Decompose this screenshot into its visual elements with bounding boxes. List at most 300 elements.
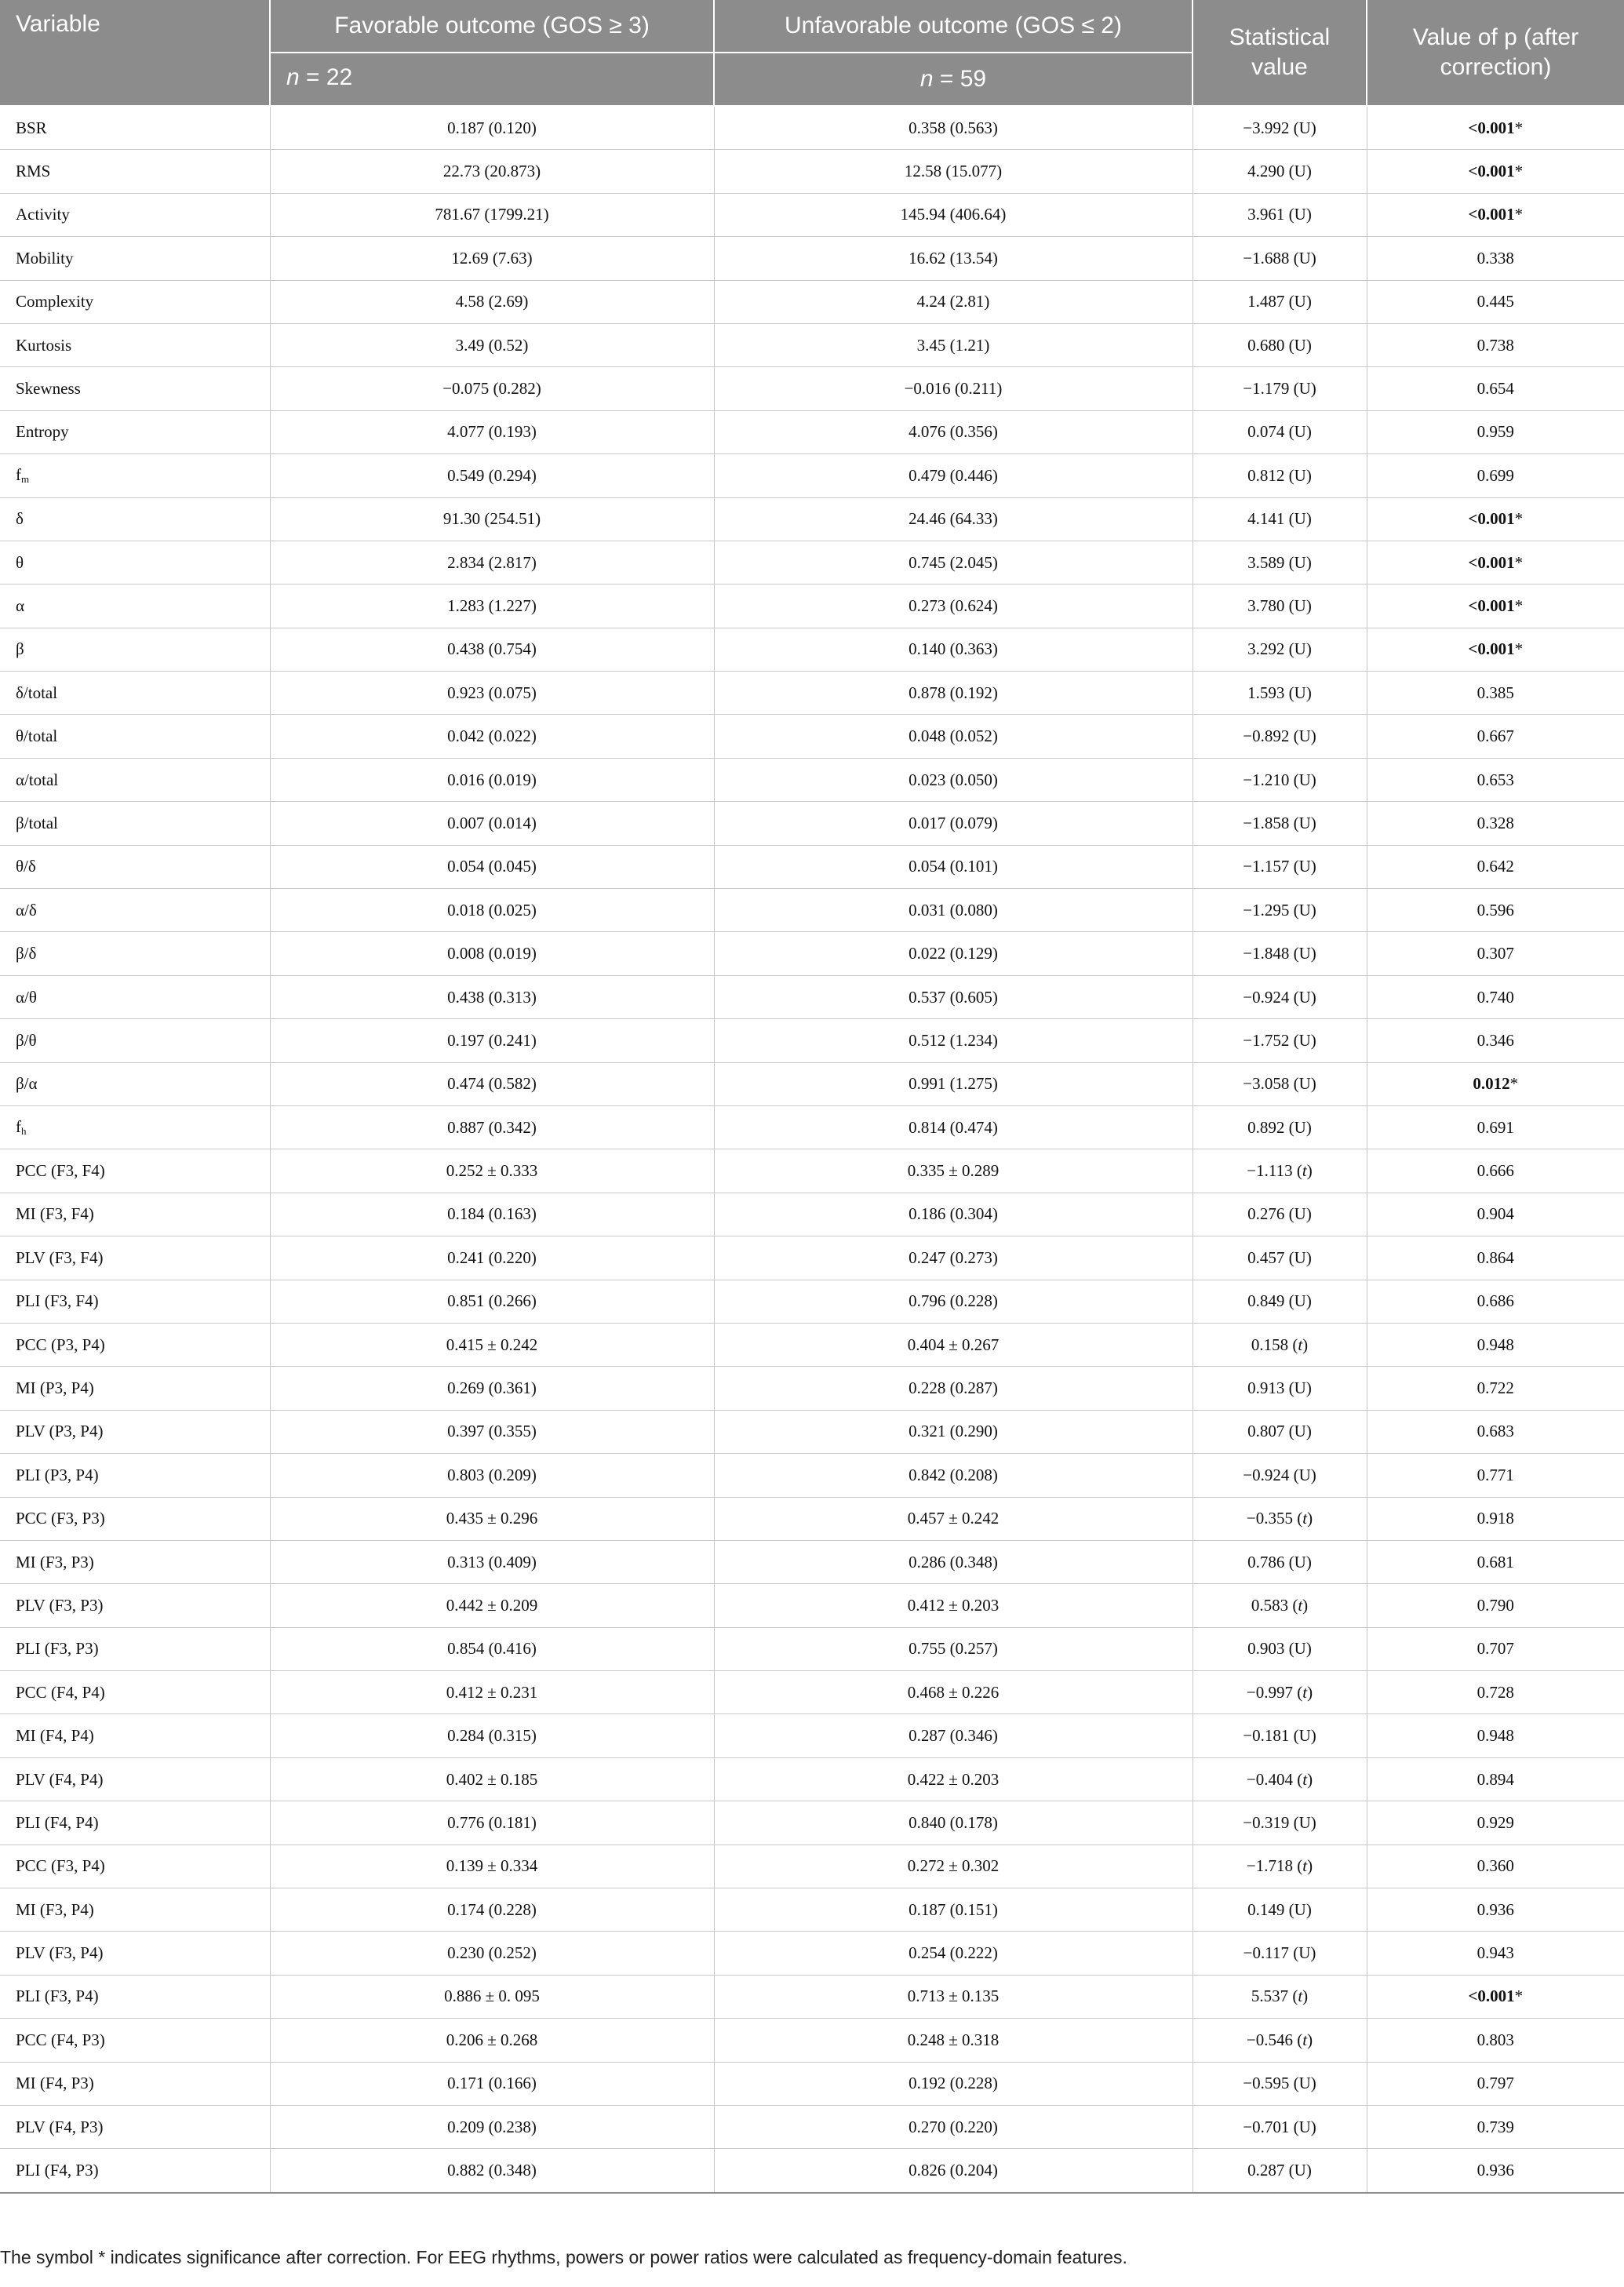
table-row: [0, 1323, 1624, 1366]
cell-statistic: [1193, 541, 1367, 584]
p-value: 0.686: [1477, 1291, 1514, 1311]
cell-variable: [0, 845, 270, 888]
cell-variable: [0, 323, 270, 366]
p-value: 0.683: [1477, 1422, 1514, 1441]
cell-statistic: −1.113 (t): [1193, 1149, 1367, 1193]
cell-favorable: 0.313 (0.409): [270, 1540, 714, 1583]
p-value: 0.667: [1477, 727, 1514, 746]
variable-name: β/α: [16, 1074, 38, 1094]
p-value: 0.936: [1477, 2161, 1514, 2180]
p-value: 0.681: [1477, 1552, 1514, 1571]
table-row: [0, 1714, 1624, 1757]
cell-pvalue: [1367, 2062, 1624, 2105]
cell-pvalue: [1367, 2105, 1624, 2148]
statistic-value: −0.924 (U): [1243, 1465, 1316, 1484]
cell-statistic: −0.997 (t): [1193, 1671, 1367, 1714]
cell-statistic: 0.583 (t): [1193, 1584, 1367, 1627]
header-unfavorable: Unfavorable outcome (GOS ≤ 2): [714, 0, 1193, 53]
cell-variable: [0, 367, 270, 410]
statistic-value: −0.355: [1246, 1509, 1293, 1528]
variable-name: PLV (F4, P3): [16, 2117, 104, 2136]
variable-name: PCC (F3, F4): [16, 1161, 105, 1181]
cell-variable: [0, 2062, 270, 2105]
cell-statistic: [1193, 975, 1367, 1018]
variable-name: θ/total: [16, 727, 58, 746]
variable-name: MI (F3, F4): [16, 1204, 94, 1224]
cell-pvalue: [1367, 1888, 1624, 1932]
variable-name: PLI (F4, P3): [16, 2161, 99, 2180]
p-value: 0.385: [1477, 683, 1514, 702]
table-row: [0, 1193, 1624, 1236]
table-row: [0, 1019, 1624, 1062]
table-row: [0, 106, 1624, 150]
cell-unfavorable: 0.023 (0.050): [714, 758, 1193, 801]
cell-variable: [0, 1584, 270, 1627]
table-row: [0, 758, 1624, 801]
cell-statistic: [1193, 1627, 1367, 1670]
variable-name: β/θ: [16, 1030, 37, 1050]
cell-favorable: 0.139 ± 0.334: [270, 1845, 714, 1888]
cell-variable: [0, 1062, 270, 1105]
cell-variable: [0, 410, 270, 453]
variable-name: Mobility: [16, 248, 74, 268]
p-value: 0.739: [1477, 2117, 1514, 2136]
cell-variable: [0, 1757, 270, 1801]
cell-statistic: [1193, 1367, 1367, 1410]
cell-pvalue: [1367, 845, 1624, 888]
n-label: n: [286, 64, 300, 90]
cell-unfavorable: 145.94 (406.64): [714, 193, 1193, 236]
cell-statistic: [1193, 1888, 1367, 1932]
cell-favorable: 0.252 ± 0.333: [270, 1149, 714, 1193]
table-row: [0, 1410, 1624, 1453]
cell-favorable: 0.887 (0.342): [270, 1105, 714, 1149]
cell-variable: [0, 1714, 270, 1757]
cell-pvalue: [1367, 1757, 1624, 1801]
variable-name: δ: [16, 509, 24, 529]
p-value: 0.771: [1477, 1465, 1514, 1484]
cell-unfavorable: 0.422 ± 0.203: [714, 1757, 1193, 1801]
table-row: [0, 802, 1624, 845]
variable-name: PCC (P3, P4): [16, 1335, 105, 1354]
cell-variable: [0, 1671, 270, 1714]
cell-variable: [0, 454, 270, 497]
cell-variable: [0, 1323, 270, 1366]
table-row: [0, 237, 1624, 280]
table-row: [0, 1062, 1624, 1105]
variable-name: β/δ: [16, 944, 37, 963]
statistic-value: 0.807 (U): [1247, 1422, 1312, 1441]
cell-unfavorable: 3.45 (1.21): [714, 323, 1193, 366]
cell-favorable: 0.923 (0.075): [270, 672, 714, 715]
significance-marker: *: [1514, 162, 1524, 181]
cell-unfavorable: 4.076 (0.356): [714, 410, 1193, 453]
cell-statistic: [1193, 1062, 1367, 1105]
cell-statistic: [1193, 932, 1367, 975]
cell-favorable: 0.042 (0.022): [270, 715, 714, 758]
variable-name: Kurtosis: [16, 335, 72, 355]
table-row: [0, 193, 1624, 236]
p-value: <0.001: [1468, 552, 1515, 572]
cell-statistic: [1193, 454, 1367, 497]
header-variable: Variable: [0, 0, 270, 106]
cell-statistic: [1193, 1801, 1367, 1845]
cell-unfavorable: 0.991 (1.275): [714, 1062, 1193, 1105]
cell-unfavorable: 0.031 (0.080): [714, 889, 1193, 932]
p-value: 0.797: [1477, 2074, 1514, 2093]
cell-pvalue: [1367, 1149, 1624, 1193]
cell-favorable: 0.851 (0.266): [270, 1280, 714, 1323]
significance-marker: *: [1514, 205, 1524, 224]
table-body: [0, 106, 1624, 2193]
cell-unfavorable: 0.140 (0.363): [714, 628, 1193, 671]
table-row: [0, 497, 1624, 541]
cell-pvalue: [1367, 1236, 1624, 1280]
cell-statistic: [1193, 193, 1367, 236]
cell-pvalue: [1367, 802, 1624, 845]
table-footnote: The symbol * indicates significance after correction. For EEG rhythms, powers or power ratios were calculated as frequency-domain features.: [0, 2247, 1127, 2267]
variable-name: f: [16, 1117, 21, 1137]
cell-statistic: [1193, 2149, 1367, 2193]
cell-statistic: [1193, 715, 1367, 758]
cell-statistic: [1193, 845, 1367, 888]
statistic-value: −1.752 (U): [1243, 1030, 1316, 1050]
cell-favorable: 0.412 ± 0.231: [270, 1671, 714, 1714]
cell-unfavorable: 0.713 ± 0.135: [714, 1975, 1193, 2018]
significance-marker: *: [1514, 1987, 1524, 2006]
cell-variable: [0, 280, 270, 323]
cell-variable: [0, 802, 270, 845]
cell-statistic: −0.404 (t): [1193, 1757, 1367, 1801]
cell-pvalue: [1367, 410, 1624, 453]
cell-favorable: 0.230 (0.252): [270, 1932, 714, 1975]
cell-favorable: 0.776 (0.181): [270, 1801, 714, 1845]
p-value: 0.728: [1477, 1682, 1514, 1702]
p-value: 0.642: [1477, 857, 1514, 876]
cell-pvalue: [1367, 150, 1624, 193]
table-row: [0, 1671, 1624, 1714]
variable-name: α/δ: [16, 900, 37, 920]
cell-statistic: [1193, 802, 1367, 845]
variable-name: PLV (F4, P4): [16, 1769, 104, 1789]
statistic-value: −1.210 (U): [1243, 770, 1316, 789]
table-row: [0, 323, 1624, 366]
cell-variable: [0, 1236, 270, 1280]
statistic-value: −0.404: [1246, 1769, 1293, 1789]
table-row: [0, 1584, 1624, 1627]
cell-unfavorable: 0.826 (0.204): [714, 2149, 1193, 2193]
table-row: [0, 150, 1624, 193]
cell-variable: [0, 1932, 270, 1975]
statistic-value: −1.718: [1246, 1856, 1293, 1876]
cell-statistic: −0.546 (t): [1193, 2019, 1367, 2062]
cell-favorable: 22.73 (20.873): [270, 150, 714, 193]
cell-statistic: [1193, 410, 1367, 453]
p-value: 0.691: [1477, 1117, 1514, 1137]
cell-favorable: 0.402 ± 0.185: [270, 1757, 714, 1801]
statistic-value: 0.786 (U): [1247, 1552, 1312, 1571]
cell-pvalue: [1367, 1062, 1624, 1105]
cell-statistic: [1193, 367, 1367, 410]
significance-marker: *: [1514, 552, 1524, 572]
cell-variable: [0, 672, 270, 715]
cell-pvalue: [1367, 1975, 1624, 2018]
statistic-value: −0.546: [1246, 2030, 1293, 2049]
p-value: 0.699: [1477, 465, 1514, 485]
cell-variable: [0, 715, 270, 758]
cell-statistic: [1193, 1193, 1367, 1236]
table-row: [0, 280, 1624, 323]
table-row: [0, 1975, 1624, 2018]
cell-unfavorable: 0.054 (0.101): [714, 845, 1193, 888]
variable-name: θ/δ: [16, 857, 36, 876]
p-value: 0.666: [1477, 1161, 1514, 1181]
variable-name: PCC (F3, P3): [16, 1509, 105, 1528]
statistic-value: −1.848 (U): [1243, 944, 1316, 963]
statistic-value: 0.149 (U): [1247, 1899, 1312, 1919]
significance-marker: *: [1514, 639, 1524, 659]
table-row: [0, 2105, 1624, 2148]
cell-unfavorable: 16.62 (13.54): [714, 237, 1193, 280]
statistic-value: 0.913 (U): [1247, 1378, 1312, 1398]
cell-statistic: [1193, 2062, 1367, 2105]
variable-name: δ/total: [16, 683, 58, 702]
cell-pvalue: [1367, 193, 1624, 236]
variable-subscript: h: [21, 1125, 27, 1138]
cell-favorable: 0.187 (0.120): [270, 106, 714, 150]
table-row: [0, 1888, 1624, 1932]
p-value: 0.959: [1477, 422, 1514, 442]
cell-variable: [0, 1105, 270, 1149]
statistic-value: 0.074 (U): [1247, 422, 1312, 442]
cell-unfavorable: 0.840 (0.178): [714, 1801, 1193, 1845]
p-value: 0.904: [1477, 1204, 1514, 1224]
variable-name: α/θ: [16, 987, 37, 1007]
cell-favorable: 0.184 (0.163): [270, 1193, 714, 1236]
cell-statistic: [1193, 323, 1367, 366]
cell-statistic: [1193, 1410, 1367, 1453]
cell-pvalue: [1367, 1454, 1624, 1497]
cell-unfavorable: 0.248 ± 0.318: [714, 2019, 1193, 2062]
test-symbol: t: [1302, 2030, 1308, 2049]
statistic-value: 3.961 (U): [1247, 205, 1312, 224]
cell-unfavorable: 0.254 (0.222): [714, 1932, 1193, 1975]
cell-variable: [0, 975, 270, 1018]
test-symbol: t: [1302, 1509, 1308, 1528]
cell-pvalue: [1367, 454, 1624, 497]
cell-pvalue: [1367, 1410, 1624, 1453]
cell-pvalue: [1367, 1714, 1624, 1757]
header-statistic: Statistical value: [1193, 0, 1367, 106]
test-symbol: t: [1298, 1335, 1303, 1354]
cell-pvalue: [1367, 2019, 1624, 2062]
cell-pvalue: [1367, 1497, 1624, 1540]
table-row: [0, 2062, 1624, 2105]
table-row: [0, 1105, 1624, 1149]
cell-favorable: 0.197 (0.241): [270, 1019, 714, 1062]
p-value: <0.001: [1468, 205, 1515, 224]
statistic-value: 0.892 (U): [1247, 1117, 1312, 1137]
cell-variable: [0, 1193, 270, 1236]
cell-pvalue: [1367, 1671, 1624, 1714]
cell-unfavorable: −0.016 (0.211): [714, 367, 1193, 410]
cell-variable: [0, 628, 270, 671]
cell-statistic: [1193, 1105, 1367, 1149]
table-row: [0, 541, 1624, 584]
p-value: 0.803: [1477, 2030, 1514, 2049]
cell-pvalue: [1367, 1627, 1624, 1670]
cell-favorable: 0.171 (0.166): [270, 2062, 714, 2105]
statistic-value: −3.992 (U): [1243, 118, 1316, 137]
variable-name: PLI (F4, P4): [16, 1812, 99, 1832]
cell-pvalue: [1367, 1367, 1624, 1410]
cell-statistic: 5.537 (t): [1193, 1975, 1367, 2018]
statistic-value: −1.688 (U): [1243, 248, 1316, 268]
cell-variable: [0, 2149, 270, 2193]
cell-unfavorable: 0.745 (2.045): [714, 541, 1193, 584]
cell-statistic: [1193, 672, 1367, 715]
p-value: 0.445: [1477, 292, 1514, 311]
p-value: 0.943: [1477, 1943, 1514, 1963]
variable-name: PCC (F4, P4): [16, 1682, 105, 1702]
p-value: 0.929: [1477, 1812, 1514, 1832]
significance-marker: *: [1514, 595, 1524, 615]
statistic-value: 3.780 (U): [1247, 595, 1312, 615]
cell-variable: [0, 106, 270, 150]
test-symbol: t: [1302, 1856, 1308, 1876]
cell-unfavorable: 0.404 ± 0.267: [714, 1323, 1193, 1366]
p-value: <0.001: [1468, 118, 1515, 137]
cell-statistic: [1193, 237, 1367, 280]
table-row: [0, 1280, 1624, 1323]
header-favorable: Favorable outcome (GOS ≥ 3): [270, 0, 714, 53]
cell-statistic: −1.718 (t): [1193, 1845, 1367, 1888]
cell-favorable: 0.474 (0.582): [270, 1062, 714, 1105]
table-row: [0, 1801, 1624, 1845]
cell-statistic: [1193, 1280, 1367, 1323]
cell-variable: [0, 1019, 270, 1062]
cell-favorable: 0.803 (0.209): [270, 1454, 714, 1497]
test-symbol: t: [1302, 1682, 1308, 1702]
cell-favorable: 12.69 (7.63): [270, 237, 714, 280]
table-row: [0, 889, 1624, 932]
variable-name: Complexity: [16, 292, 94, 311]
variable-name: PCC (F3, P4): [16, 1856, 105, 1876]
cell-variable: [0, 1888, 270, 1932]
cell-pvalue: [1367, 280, 1624, 323]
table-row: [0, 715, 1624, 758]
cell-pvalue: [1367, 541, 1624, 584]
table-row: [0, 1454, 1624, 1497]
cell-favorable: 0.206 ± 0.268: [270, 2019, 714, 2062]
statistic-value: −0.892 (U): [1243, 727, 1316, 746]
cell-statistic: [1193, 1236, 1367, 1280]
table-row: [0, 1236, 1624, 1280]
cell-unfavorable: 0.468 ± 0.226: [714, 1671, 1193, 1714]
cell-variable: [0, 758, 270, 801]
cell-favorable: 0.008 (0.019): [270, 932, 714, 975]
variable-name: BSR: [16, 118, 47, 137]
cell-unfavorable: 0.358 (0.563): [714, 106, 1193, 150]
p-value: 0.707: [1477, 1639, 1514, 1659]
statistic-value: −1.113: [1247, 1161, 1293, 1181]
statistic-value: −3.058 (U): [1243, 1074, 1316, 1094]
statistic-value: 0.903 (U): [1247, 1639, 1312, 1659]
variable-name: PLV (F3, F4): [16, 1247, 104, 1267]
cell-statistic: [1193, 497, 1367, 541]
p-value: 0.338: [1477, 248, 1514, 268]
cell-favorable: 0.882 (0.348): [270, 2149, 714, 2193]
variable-subscript: m: [21, 473, 30, 486]
statistic-value: −0.924 (U): [1243, 987, 1316, 1007]
p-value: 0.740: [1477, 987, 1514, 1007]
cell-unfavorable: 0.814 (0.474): [714, 1105, 1193, 1149]
p-value: 0.738: [1477, 335, 1514, 355]
table-row: [0, 845, 1624, 888]
cell-statistic: [1193, 628, 1367, 671]
cell-variable: [0, 541, 270, 584]
p-value: <0.001: [1468, 595, 1515, 615]
cell-variable: [0, 932, 270, 975]
cell-pvalue: [1367, 106, 1624, 150]
statistic-value: 0.158: [1251, 1335, 1289, 1354]
statistic-value: −1.858 (U): [1243, 813, 1316, 832]
variable-name: θ: [16, 552, 24, 572]
p-value: 0.790: [1477, 1595, 1514, 1615]
variable-name: PLI (F3, P3): [16, 1639, 99, 1659]
n-value: = 59: [933, 66, 987, 92]
p-value: 0.307: [1477, 944, 1514, 963]
cell-variable: [0, 237, 270, 280]
statistic-value: 4.141 (U): [1247, 509, 1312, 529]
cell-favorable: 781.67 (1799.21): [270, 193, 714, 236]
cell-unfavorable: 0.755 (0.257): [714, 1627, 1193, 1670]
cell-statistic: [1193, 106, 1367, 150]
cell-pvalue: [1367, 628, 1624, 671]
cell-unfavorable: 0.048 (0.052): [714, 715, 1193, 758]
statistic-value: −0.997: [1246, 1682, 1293, 1702]
cell-pvalue: [1367, 1540, 1624, 1583]
cell-statistic: [1193, 1714, 1367, 1757]
cell-favorable: 0.438 (0.754): [270, 628, 714, 671]
cell-favorable: 0.442 ± 0.209: [270, 1584, 714, 1627]
table-header: [0, 0, 1624, 106]
cell-unfavorable: 0.017 (0.079): [714, 802, 1193, 845]
cell-pvalue: [1367, 1845, 1624, 1888]
cell-variable: [0, 2105, 270, 2148]
table-row: [0, 672, 1624, 715]
cell-variable: [0, 1410, 270, 1453]
cell-variable: [0, 1975, 270, 2018]
variable-name: PLI (F3, P4): [16, 1987, 99, 2006]
cell-pvalue: [1367, 1932, 1624, 1975]
cell-favorable: 0.415 ± 0.242: [270, 1323, 714, 1366]
statistic-value: 0.583: [1251, 1595, 1289, 1615]
p-value: <0.001: [1468, 639, 1515, 659]
header-favorable-n: [270, 53, 714, 106]
cell-unfavorable: 0.321 (0.290): [714, 1410, 1193, 1453]
cell-variable: [0, 1497, 270, 1540]
table-row: [0, 1932, 1624, 1975]
variable-name: PCC (F4, P3): [16, 2030, 105, 2049]
cell-favorable: 0.854 (0.416): [270, 1627, 714, 1670]
cell-unfavorable: 0.335 ± 0.289: [714, 1149, 1193, 1193]
variable-name: f: [16, 465, 21, 485]
cell-unfavorable: 0.272 ± 0.302: [714, 1845, 1193, 1888]
cell-variable: [0, 1627, 270, 1670]
test-symbol: t: [1298, 1987, 1303, 2006]
table-row: [0, 1845, 1624, 1888]
